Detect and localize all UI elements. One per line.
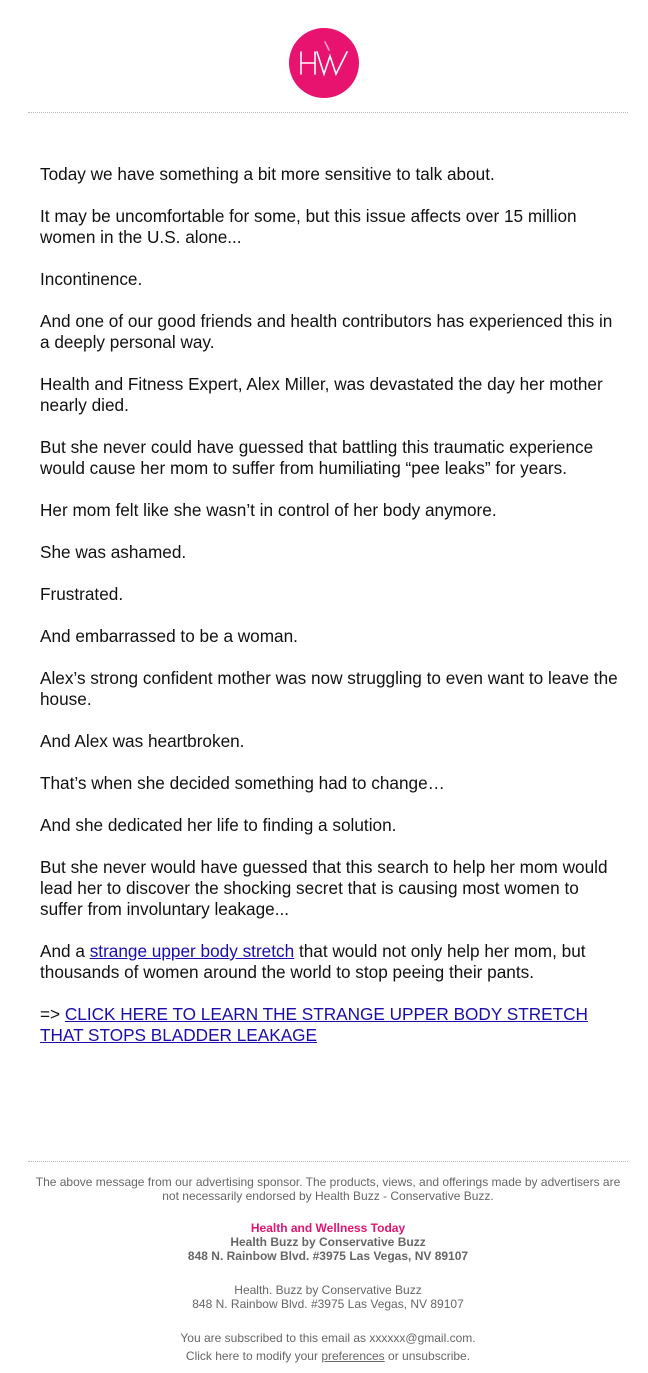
top-divider [28, 112, 628, 113]
body-paragraph-3: Incontinence. [40, 269, 143, 289]
hw-logo-icon [289, 28, 359, 98]
body-paragraph-16 [40, 941, 618, 983]
body-paragraph-6: But she never could have guessed that battling this traumatic experience would cause her mom to suffer from humiliating “pee leaks” for years. [40, 437, 594, 478]
logo-header [0, 28, 648, 103]
body-paragraph-9: Frustrated. [40, 584, 124, 604]
stretch-text-prefix: And a [40, 941, 90, 961]
stretch-link[interactable]: strange upper body stretch [89, 941, 295, 961]
publisher-address: 848 N. Rainbow Blvd. #3975 Las Vegas, NV 89107 [187, 1249, 469, 1263]
body-paragraph-12: And Alex was heartbroken. [40, 731, 245, 751]
publisher-name-2: Health. Buzz by Conservative Buzz [234, 1283, 422, 1297]
body-paragraph-13: That’s when she decided something had to change… [40, 773, 445, 793]
preferences-suffix: or unsubscribe. [384, 1349, 471, 1363]
email-body [40, 164, 618, 1067]
body-paragraph-8: She was ashamed. [40, 542, 187, 562]
preferences-link[interactable]: preferences [321, 1349, 385, 1363]
preferences-line [28, 1349, 628, 1363]
cta-paragraph [40, 1004, 618, 1046]
cta-link[interactable]: CLICK HERE TO LEARN THE STRANGE UPPER BODY STRETCH THAT STOPS BLADDER LEAKAGE [40, 1004, 588, 1045]
body-paragraph-1: Today we have something a bit more sensitive to talk about. [40, 164, 495, 184]
body-paragraph-15: But she never would have guessed that this search to help her mom would lead her to discover the shocking secret that is causing most women to suffer from involuntary leakage... [40, 857, 608, 919]
body-paragraph-10: And embarrassed to be a woman. [40, 626, 298, 646]
cta-arrow: => [40, 1004, 65, 1024]
body-paragraph-2: It may be uncomfortable for some, but this issue affects over 15 million women in the U.S. alone... [40, 206, 577, 247]
email-footer [28, 1175, 628, 1363]
publisher-name: Health Buzz by Conservative Buzz [230, 1235, 426, 1249]
sponsor-disclaimer: The above message from our advertising sponsor. The products, views, and offerings made by advertisers are not necessarily endorsed by Health Buzz - Conservative Buzz. [35, 1175, 621, 1203]
hw-logo[interactable] [289, 28, 359, 98]
subscription-notice: You are subscribed to this email as xxxxxx@gmail.com. [180, 1331, 476, 1345]
bottom-divider [28, 1161, 628, 1162]
stretch-text-suffix: that would not only help her mom, but thousands of women around the world to stop peeing their pants. [40, 941, 586, 982]
body-paragraph-4: And one of our good friends and health contributors has experienced this in a deeply personal way. [40, 311, 613, 352]
body-paragraph-11: Alex’s strong confident mother was now struggling to even want to leave the house. [40, 668, 618, 709]
body-paragraph-14: And she dedicated her life to finding a solution. [40, 815, 397, 835]
publisher-address-2: 848 N. Rainbow Blvd. #3975 Las Vegas, NV 89107 [192, 1297, 464, 1311]
preferences-prefix: Click here to modify your [185, 1349, 322, 1363]
body-paragraph-5: Health and Fitness Expert, Alex Miller, was devastated the day her mother nearly died. [40, 374, 603, 415]
brand-name: Health and Wellness Today [250, 1221, 406, 1235]
body-paragraph-7: Her mom felt like she wasn’t in control of her body anymore. [40, 500, 497, 520]
